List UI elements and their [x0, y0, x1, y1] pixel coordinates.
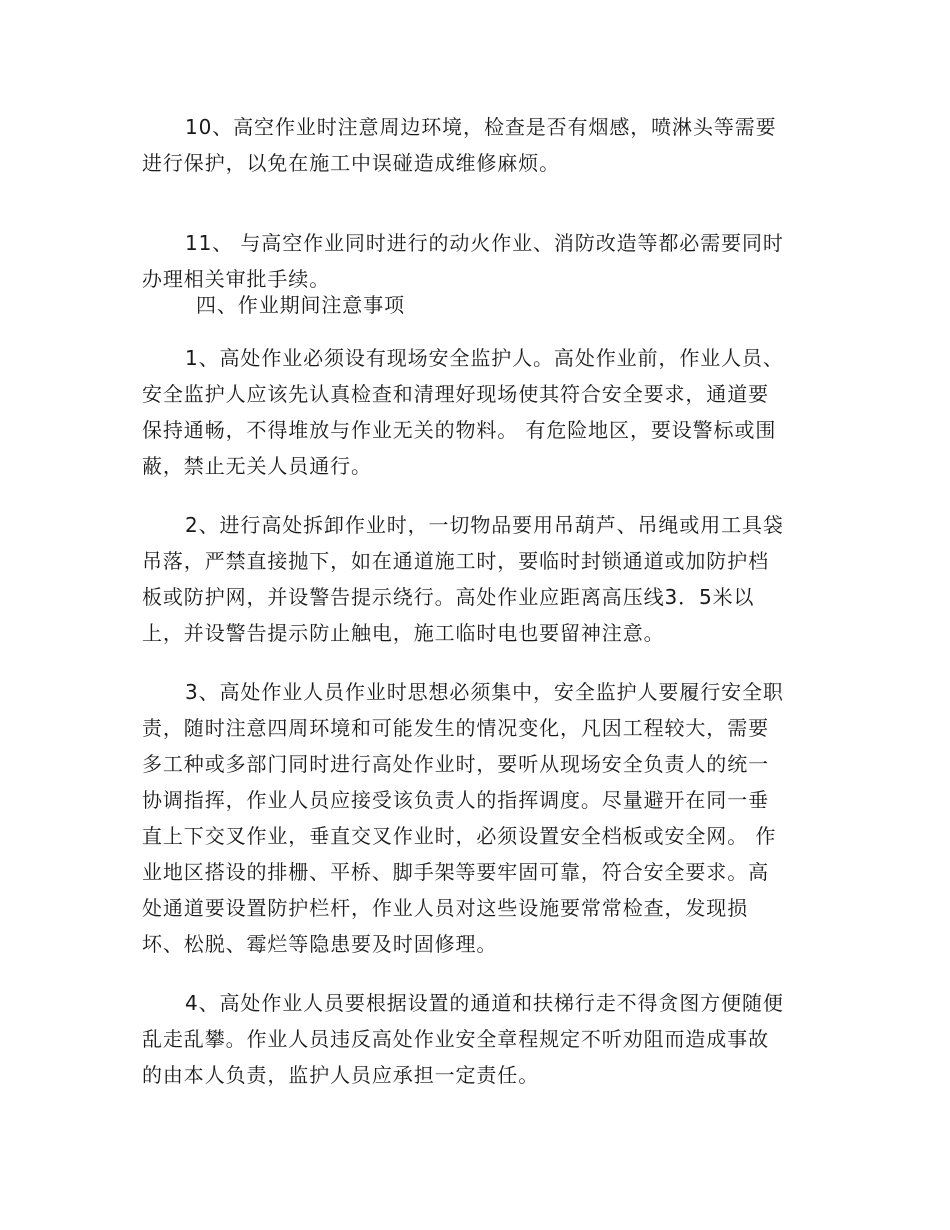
text-line: 协调指挥，作业人员应接受该负责人的指挥调度。尽量避开在同一垂 [142, 788, 769, 812]
text-line: 责，随时注意四周环境和可能发生的情况变化，凡因工程较大，需要 [142, 716, 769, 740]
text-line: 进行保护，以免在施工中误碰造成维修麻烦。 [142, 151, 560, 175]
text-line: 多工种或多部门同时进行高处作业时，要听从现场安全负责人的统一 [142, 752, 769, 776]
text-line: 板或防护网，并设警告提示绕行。高处作业应距离高压线3．5米以 [142, 585, 755, 609]
text-line: 乱走乱攀。作业人员违反高处作业安全章程规定不听劝阻而造成事故 [142, 1027, 769, 1051]
text-line: 的由本人负责，监护人员应承担一定责任。 [142, 1063, 540, 1087]
text-line: 直上下交叉作业，垂直交叉作业时，必须设置安全档板或安全网。 作 [142, 824, 777, 848]
text-line: 蔽，禁止无关人员通行。 [142, 454, 372, 478]
text-line: 吊落，严禁直接抛下，如在通道施工时，要临时封锁通道或加防护档 [142, 549, 769, 573]
text-line: 处通道要设置防护栏杆，作业人员对这些设施要常常检查，发现损 [142, 896, 749, 920]
text-line: 办理相关审批手续。 [142, 267, 331, 291]
text-line: 安全监护人应该先认真检查和清理好现场使其符合安全要求，通道要 [142, 382, 769, 406]
text-line: 3、高处作业人员作业时思想必须集中，安全监护人要履行安全职 [185, 680, 784, 704]
text-line: 业地区搭设的排栅、平桥、脚手架等要牢固可靠，符合安全要求。高 [142, 860, 769, 884]
text-line: 1、高处作业必须设有现场安全监护人。高处作业前，作业人员、 [185, 346, 784, 370]
text-line: 保持通畅，不得堆放与作业无关的物料。 有危险地区，要设警标或围 [142, 418, 777, 442]
text-line: 11、 与高空作业同时进行的动火作业、消防改造等都必需要同时 [185, 231, 784, 255]
text-line: 4、高处作业人员要根据设置的通道和扶梯行走不得贪图方便随便 [185, 991, 784, 1015]
text-line: 2、进行高处拆卸作业时，一切物品要用吊葫芦、吊绳或用工具袋 [185, 513, 784, 537]
text-line: 10、高空作业时注意周边环境，检查是否有烟感，喷淋头等需要 [185, 115, 777, 139]
text-line: 上，并设警告提示防止触电，施工临时电也要留神注意。 [142, 621, 665, 645]
text-line: 坏、松脱、霉烂等隐患要及时固修理。 [142, 932, 498, 956]
section-title: 四、作业期间注意事项 [196, 293, 405, 317]
